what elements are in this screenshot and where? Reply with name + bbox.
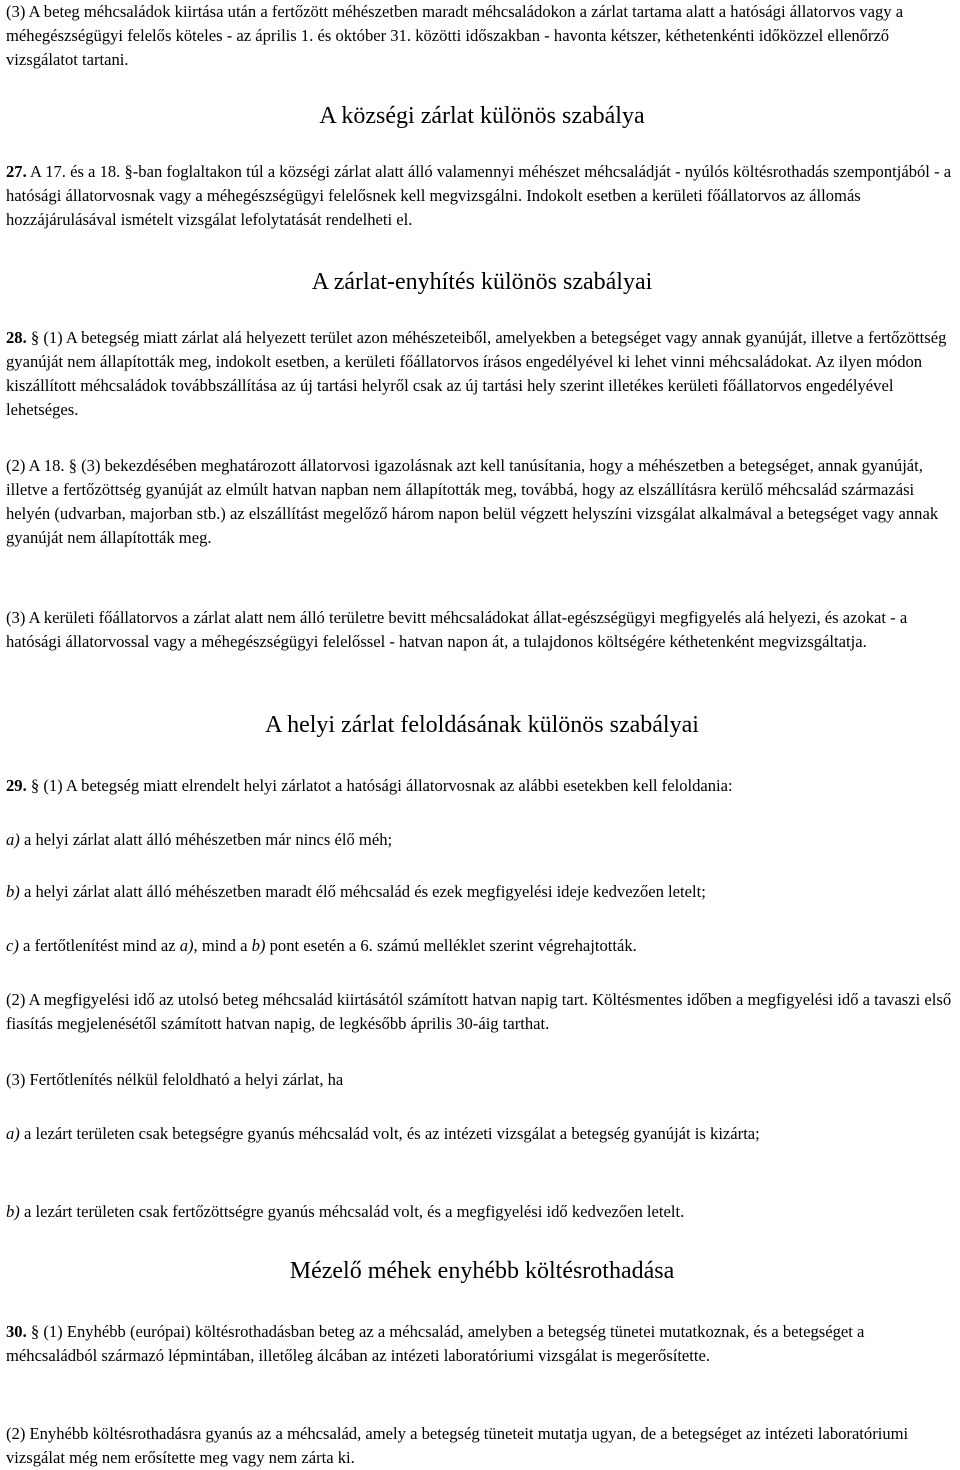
point-b-label: b) bbox=[6, 882, 20, 901]
section-28-text-1: § (1) A betegség miatt zárlat alá helyezett terület azon méhészeteiből, amelyekben a betegséget vagy annak gyanúját, illetve a fertőzöttség gyanúját nem állapították meg, indokolt esetben, a kerületi főállatorvos írásos engedélyével ki lehet vinni méhcsaládokat. Az ilyen módon kiszállított méhcsaládok továbbszállítása az új tartási helyről csak az új tartási hely szerint illetékes kerületi főállatorvos engedélyével lehetséges. bbox=[6, 328, 947, 419]
point-a-text: a helyi zárlat alatt álló méhészetben már nincs élő méh; bbox=[19, 830, 393, 849]
section-27-text: A 17. és a 18. §-ban foglaltakon túl a községi zárlat alatt álló valamennyi méhészet méhcsaládját - nyúlós költésrothadás szempontjából - a hatósági állatorvosnak vagy a méhegészségügyi felelősnek kell megvizsgálni. Indokolt esetben a kerületi főállatorvos az állomás hozzájárulásával ismételt vizsgálat lefolytatását rendelheti el. bbox=[6, 162, 952, 229]
section-29-3-point-a bbox=[6, 1122, 958, 1146]
section-27-number: 27. bbox=[6, 162, 27, 181]
point-3b-text: a lezárt területen csak fertőzöttségre gyanús méhcsalád volt, és a megfigyelési idő kedvezően letelt. bbox=[19, 1202, 685, 1221]
section-28-paragraph-3: (3) A kerületi főállatorvos a zárlat alatt nem álló területre bevitt méhcsaládokat állat-egészségügyi megfigyelés alá helyezi, és azokat - a hatósági állatorvossal vagy a méhegészségügyi felelőssel - hatvan napon át, a tulajdonos költségére kéthetenként megvizsgáltatja. bbox=[6, 608, 908, 651]
section-30-text-1: § (1) Enyhébb (európai) költésrothadásban beteg az a méhcsalád, amelyben a betegség tünetei mutatkoznak, és a betegséget a méhcsaládból származó lépmintában, illetőleg álcában az intézeti laboratóriumi vizsgálat is megerősítette. bbox=[6, 1322, 865, 1365]
section-29-paragraph-2: (2) A megfigyelési idő az utolsó beteg méhcsalád kiirtásától számított hatvan napig tart. Költésmentes időben a megfigyelési idő a tavaszi első fiasítás megjelenésétől számított hatvan napig, de legkésőbb április 30-áig tarthat. bbox=[6, 990, 952, 1033]
point-c-label: c) bbox=[6, 936, 19, 955]
point-3b-label: b) bbox=[6, 1202, 20, 1221]
heading-zarlat-enyhites: A zárlat-enyhítés különös szabályai bbox=[311, 269, 653, 295]
section-29-point-b bbox=[6, 880, 958, 904]
intro-paragraph: (3) A beteg méhcsaládok kiirtása után a fertőzött méhészetben maradt méhcsaládokon a zárlat tartama alatt a hatósági állatorvos vagy a méhegészségügyi felelős köteles - az április 1. és október 31. közötti időszakban - havonta kétszer, kéthetenkénti időközzel ellenőrző vizsgálatot tartani. bbox=[6, 2, 904, 69]
section-30-paragraph-2: (2) Enyhébb költésrothadásra gyanús az a méhcsalád, amely a betegség tüneteit mutatja ugyan, de a betegséget az intézeti laboratóriumi vizsgálat még nem erősítette meg vagy nem zárta ki. bbox=[6, 1424, 909, 1467]
heading-mezelo-mehek: Mézelő méhek enyhébb költésrothadása bbox=[289, 1258, 675, 1284]
point-3a-label: a) bbox=[6, 1124, 20, 1143]
section-29-number: 29. bbox=[6, 776, 27, 795]
point-c-text-1: a fertőtlenítést mind az bbox=[18, 936, 180, 955]
point-3a-text: a lezárt területen csak betegségre gyanús méhcsalád volt, és az intézeti vizsgálat a betegség gyanúját is kizárta; bbox=[19, 1124, 760, 1143]
section-29-point-c bbox=[6, 934, 958, 958]
point-c-text-3: pont esetén a 6. számú melléklet szerint végrehajtották. bbox=[265, 936, 637, 955]
section-30-number: 30. bbox=[6, 1322, 27, 1341]
section-28-paragraph-2: (2) A 18. § (3) bekezdésében meghatározott állatorvosi igazolásnak azt kell tanúsítania, hogy a méhészetben a betegséget, annak gyanúját, illetve a fertőzöttség gyanúját az elmúlt hatvan napban nem állapították meg, továbbá, hogy az elszállításra kerülő méhcsalád származási helyén (udvarban, majorban stb.) az elszállítást megelőző három napon belül végzett helyszíni vizsgálat alkalmával a betegséget vagy annak gyanúját nem állapították meg. bbox=[6, 456, 939, 547]
section-29-point-a bbox=[6, 828, 958, 852]
point-c-ref-a: a) bbox=[179, 936, 194, 955]
point-c-ref-b: b) bbox=[251, 936, 266, 955]
section-29-3-point-b bbox=[6, 1200, 958, 1224]
point-c-text-2: , mind a bbox=[193, 936, 252, 955]
point-b-text: a helyi zárlat alatt álló méhészetben maradt élő méhcsalád és ezek megfigyelési ideje kedvezően letelt; bbox=[19, 882, 706, 901]
heading-kozsegi-zarlat: A községi zárlat különös szabálya bbox=[319, 103, 645, 129]
section-29-paragraph-3: (3) Fertőtlenítés nélkül feloldható a helyi zárlat, ha bbox=[6, 1070, 344, 1089]
point-a-label: a) bbox=[6, 830, 20, 849]
section-29-paragraph-1 bbox=[6, 774, 958, 798]
section-28-number: 28. bbox=[6, 328, 27, 347]
section-30-paragraph-1 bbox=[6, 1320, 958, 1368]
section-27-paragraph bbox=[6, 160, 958, 232]
section-29-text-1: § (1) A betegség miatt elrendelt helyi zárlatot a hatósági állatorvosnak az alábbi esetekben kell feloldania: bbox=[26, 776, 733, 795]
section-28-paragraph-1 bbox=[6, 326, 958, 422]
heading-helyi-zarlat: A helyi zárlat feloldásának különös szabályai bbox=[265, 712, 699, 738]
